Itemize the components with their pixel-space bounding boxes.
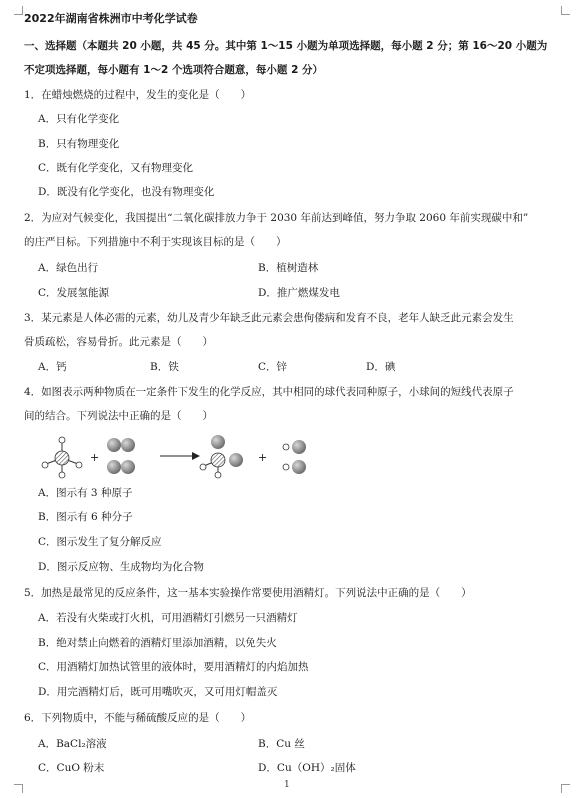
question-2-option-d: D．推广燃煤发电 (258, 287, 340, 299)
crop-mark-bottom-right (561, 784, 570, 793)
question-1-stem: 1．在蜡烛燃烧的过程中，发生的变化是（ ） (24, 89, 252, 101)
question-4-option-c: C．图示发生了复分解反应 (38, 536, 162, 548)
question-5-option-c: C．用酒精灯加热试管里的液体时，要用酒精灯的内焰加热 (38, 661, 309, 673)
question-1-option-d: D．既没有化学变化，也没有物理变化 (38, 186, 215, 198)
question-5-option-a: A．若没有火柴或打火机，可用酒精灯引燃另一只酒精灯 (38, 612, 298, 624)
question-4-option-b: B．图示有 6 种分子 (38, 511, 133, 523)
question-6-option-b: B．Cu 丝 (258, 738, 305, 750)
plus-sign-2: + (258, 451, 268, 464)
question-2-stem-line2: 的庄严目标。下列措施中不利于实现该目标的是（ ） (24, 236, 287, 248)
question-5-option-b: B．绝对禁止向燃着的酒精灯里添加酒精，以免失火 (38, 637, 277, 649)
question-1-option-c: C．既有化学变化，又有物理变化 (38, 162, 194, 174)
section-instructions-line1: 一、选择题（本题共 20 小题，共 45 分。其中第 1～15 小题为单项选择题，每小题 2 分；第 16～20 小题为 (24, 40, 548, 52)
question-2-option-b: B．植树造林 (258, 262, 319, 274)
question-6-option-d: D．Cu（OH）₂固体 (258, 762, 356, 774)
molecule-methane-like (42, 437, 82, 478)
page-number: 1 (284, 780, 290, 790)
question-4-stem-line1: 4．如图表示两种物质在一定条件下发生的化学反应，其中相同的球代表同种原子，小球间的短线代表原子 (24, 386, 514, 398)
question-6-option-a: A．BaCl₂溶液 (38, 738, 107, 750)
question-2-option-c: C．发展氢能源 (38, 287, 110, 299)
question-6-option-c: C．CuO 粉末 (38, 762, 105, 774)
question-3-option-a: A．钙 (38, 361, 67, 373)
question-1-option-b: B．只有物理变化 (38, 138, 120, 150)
question-3-option-d: D．碘 (366, 361, 396, 373)
question-6-stem: 6．下列物质中，不能与稀硫酸反应的是（ ） (24, 712, 252, 724)
question-5-option-d: D．用完酒精灯后，既可用嘴吹灭，又可用灯帽盖灭 (38, 686, 278, 698)
molecule-product-2 (283, 440, 306, 474)
question-1-option-a: A．只有化学变化 (38, 113, 120, 125)
molecule-product-1 (200, 435, 243, 478)
plus-sign-1: + (90, 451, 100, 464)
question-5-stem: 5．加热是最常见的反应条件，这一基本实验操作常要使用酒精灯。下列说法中正确的是（ ） (24, 587, 472, 599)
question-3-option-c: C．锌 (258, 361, 288, 373)
question-3-option-b: B．铁 (150, 361, 179, 373)
exam-title: 2022年湖南省株洲市中考化学试卷 (24, 12, 198, 25)
question-4-stem-line2: 间的结合。下列说法中正确的是（ ） (24, 410, 213, 422)
question-3-stem-line2: 骨质疏松，容易骨折。此元素是（ ） (24, 336, 213, 348)
crop-mark-top-right (561, 6, 570, 15)
question-3-stem-line1: 3．某元素是人体必需的元素，幼儿及青少年缺乏此元素会患佝偻病和发育不良，老年人缺乏此元素会发生 (24, 312, 514, 324)
reaction-arrow-icon (160, 452, 200, 460)
section-instructions-line2: 不定项选择题，每小题有 1～2 个选项符合题意，每小题 2 分） (24, 64, 324, 76)
question-2-stem-line1: 2．为应对气候变化，我国提出“二氧化碳排放力争于 2030 年前达到峰值，努力争取 2060 年前实现碳中和” (24, 212, 529, 224)
reaction-diagram (40, 432, 340, 482)
question-4-option-d: D．图示反应物、生成物均为化合物 (38, 561, 204, 573)
question-2-option-a: A．绿色出行 (38, 262, 99, 274)
molecule-diatomic-gray (107, 438, 135, 474)
crop-mark-top-left (14, 6, 23, 15)
crop-mark-bottom-left (14, 784, 23, 793)
question-4-option-a: A．图示有 3 种原子 (38, 487, 133, 499)
